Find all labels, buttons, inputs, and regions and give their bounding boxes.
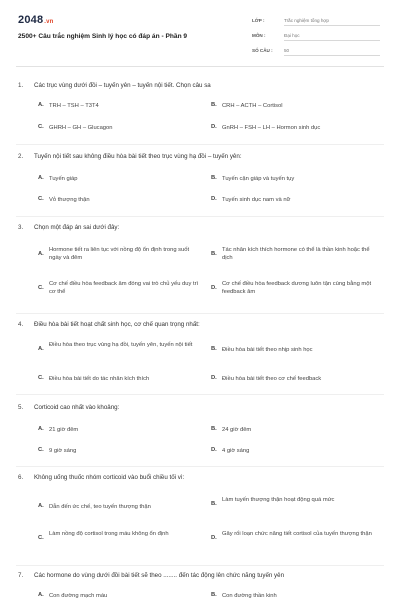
option-text: 24 giờ đêm <box>222 427 252 433</box>
separator <box>16 144 384 145</box>
logo-tld: .vn <box>44 19 54 25</box>
question-1 <box>18 82 383 142</box>
question-3 <box>18 224 383 310</box>
option-text: Cơ chế điều hòa feedback âm đóng vai trò chủ yếu duy trì cơ thể <box>49 281 199 296</box>
option-text: Điều hòa bài tiết theo cơ chế feedback <box>222 376 322 382</box>
option-label: C. <box>38 447 44 453</box>
option-text: Tuyến giáp <box>49 176 78 182</box>
question-number: 2. <box>18 153 24 160</box>
question-number: 6. <box>18 474 24 481</box>
separator <box>16 565 384 566</box>
question-7 <box>18 572 383 600</box>
question-number: 5. <box>18 404 24 411</box>
question-5 <box>18 404 383 460</box>
option-text: Cơ chế điều hòa feedback dương luôn tận cùng bằng một feedback âm <box>222 281 372 296</box>
option-text: Điều hòa bài tiết theo nhịp sinh học <box>222 347 313 353</box>
option-label: B. <box>211 501 217 507</box>
separator <box>16 466 384 467</box>
option-label: D. <box>211 124 217 130</box>
question-text: Chọn một đáp án sai dưới đây: <box>34 224 120 231</box>
option-label: A. <box>38 251 44 257</box>
option-text: Con đường thần kinh <box>222 593 277 599</box>
option-text: 21 giờ đêm <box>49 427 79 433</box>
question-number: 4. <box>18 321 24 328</box>
meta-class-label: LỚP : <box>252 18 265 23</box>
option-label: B. <box>211 175 217 181</box>
question-text: Không uống thuốc nhóm corticoid vào buổi chiều tối vì: <box>34 474 185 481</box>
option-text: Dẫn đến ức chế, teo tuyến thượng thận <box>49 504 151 510</box>
option-text: 9 giờ sáng <box>49 448 77 454</box>
option-label: B. <box>211 592 217 598</box>
meta-subject <box>252 31 380 41</box>
option-text: CRH – ACTH – Cortisol <box>222 103 283 109</box>
option-text: Làm nồng độ cortisol trong máu không ổn định <box>49 531 169 537</box>
meta-class-value: Trắc nghiệm tổng hợp <box>284 16 380 26</box>
question-text: Các hormone do vùng dưới đồi bài tiết sẽ theo ........ đến tác động lên chức năng tuyến yên <box>34 572 285 579</box>
question-2 <box>18 153 383 213</box>
question-number: 7. <box>18 572 24 579</box>
option-label: B. <box>211 346 217 352</box>
option-label: A. <box>38 346 44 352</box>
option-text: GnRH – FSH – LH – Hormon sinh dục <box>222 125 321 131</box>
option-label: A. <box>38 426 44 432</box>
option-text: Con đường mạch máu <box>49 593 108 599</box>
option-text: Tuyến cận giáp và tuyến tụy <box>222 176 295 182</box>
logo-text: 2048 <box>18 14 44 26</box>
option-label: B. <box>211 251 217 257</box>
option-text: Gây rối loạn chức năng tiết cortisol của tuyến thượng thận <box>222 531 372 537</box>
option-label: C. <box>38 375 44 381</box>
option-label: C. <box>38 124 44 130</box>
question-4 <box>18 321 383 387</box>
option-text: Tác nhân kích thích hormone có thể là thần kinh hoặc thể dịch <box>222 247 370 262</box>
option-text: Làm tuyến thượng thận hoạt động quá mức <box>222 497 335 503</box>
question-6 <box>18 474 383 560</box>
header <box>0 0 400 66</box>
separator <box>16 313 384 314</box>
meta-count-label: SỐ CÂU : <box>252 48 273 53</box>
option-text: Hormone tiết ra liên tục với nồng độ ổn định trong suốt ngày và đêm <box>49 247 190 262</box>
option-text: 4 giờ sáng <box>222 448 250 454</box>
option-label: B. <box>211 102 217 108</box>
question-text: Các trục vùng dưới đồi – tuyến yên – tuyến nội tiết. Chọn câu sa <box>34 82 211 89</box>
meta-subject-value: Đại học <box>284 31 380 41</box>
option-label: A. <box>38 102 44 108</box>
option-label: D. <box>211 535 217 541</box>
option-text: GHRH – GH – Glucagon <box>49 125 113 131</box>
option-label: D. <box>211 447 217 453</box>
question-number: 1. <box>18 82 24 89</box>
option-label: D. <box>211 285 217 291</box>
option-text: TRH – TSH – T3T4 <box>49 103 99 109</box>
meta-count-value: 50 <box>284 46 380 56</box>
option-label: C. <box>38 196 44 202</box>
option-label: C. <box>38 285 44 291</box>
option-label: D. <box>211 196 217 202</box>
meta-subject-label: MÔN : <box>252 33 266 38</box>
option-label: A. <box>38 592 44 598</box>
option-label: D. <box>211 375 217 381</box>
option-label: A. <box>38 175 44 181</box>
option-label: A. <box>38 503 44 509</box>
option-text: Điều hòa theo trục vùng hạ đồi, tuyến yên, tuyến nội tiết <box>49 342 193 348</box>
option-label: B. <box>211 426 217 432</box>
meta-count <box>252 46 380 56</box>
question-number: 3. <box>18 224 24 231</box>
option-label: C. <box>38 535 44 541</box>
header-divider <box>16 66 384 67</box>
option-text: Điều hòa bài tiết do tác nhân kích thích <box>49 376 150 382</box>
meta-class <box>252 16 380 26</box>
option-text: Vỏ thượng thận <box>49 197 90 203</box>
separator <box>16 216 384 217</box>
question-text: Tuyến nội tiết sau không điều hòa bài tiết theo trục vùng hạ đồi – tuyến yên: <box>34 153 242 160</box>
question-text: Corticoid cao nhất vào khoảng: <box>34 404 120 411</box>
logo[interactable] <box>18 14 54 26</box>
separator <box>16 394 384 395</box>
question-text: Điều hòa bài tiết hoạt chất sinh học, cơ chế quan trọng nhất: <box>34 321 200 328</box>
option-text: Tuyến sinh dục nam và nữ <box>222 197 291 203</box>
document-title: 2500+ Câu trắc nghiệm Sinh lý học có đáp án - Phần 9 <box>18 33 188 40</box>
